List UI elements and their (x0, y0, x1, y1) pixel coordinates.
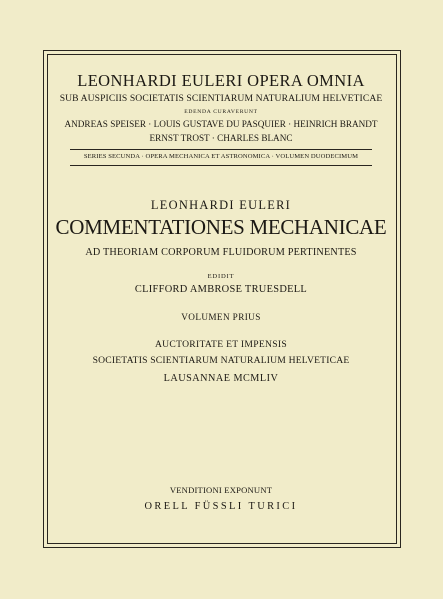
society-line: SOCIETATIS SCIENTIARUM NATURALIUM HELVETICAE (92, 355, 350, 366)
work-title: COMMENTATIONES MECHANICAE (55, 215, 387, 239)
editors-line-1: ANDREAS SPEISER · LOUIS GUSTAVE DU PASQUIER · HEINRICH BRANDT (64, 119, 378, 129)
edenda-label: EDENDA CURAVERUNT (184, 109, 258, 115)
place-year: LAUSANNAE MCMLIV (163, 373, 279, 384)
header-rule-top (70, 149, 372, 150)
editors-line-2: ERNST TROST · CHARLES BLANC (149, 133, 293, 143)
work-subtitle: AD THEORIAM CORPORUM FLUIDORUM PERTINENTES (85, 247, 357, 258)
auctoritate-line: AUCTORITATE ET IMPENSIS (154, 339, 288, 350)
venditioni-label: VENDITIONI EXPONUNT (169, 485, 273, 495)
volume-editor: CLIFFORD AMBROSE TRUESDELL (134, 284, 308, 295)
edidit-label: EDIDIT (207, 273, 235, 280)
publisher-name: ORELL FÜSSLI TURICI (144, 501, 298, 512)
series-info: SERIES SECUNDA · OPERA MECHANICA ET ASTRONOMICA · VOLUMEN DUODECIMUM (83, 153, 359, 160)
series-title: LEONHARDI EULERI OPERA OMNIA (77, 71, 365, 90)
volume-number: VOLUMEN PRIUS (181, 312, 261, 322)
author-name: LEONHARDI EULERI (150, 198, 292, 212)
auspices-line: SUB AUSPICIIS SOCIETATIS SCIENTIARUM NATURALIUM HELVETICAE (59, 93, 383, 104)
header-rule-bottom (70, 165, 372, 166)
